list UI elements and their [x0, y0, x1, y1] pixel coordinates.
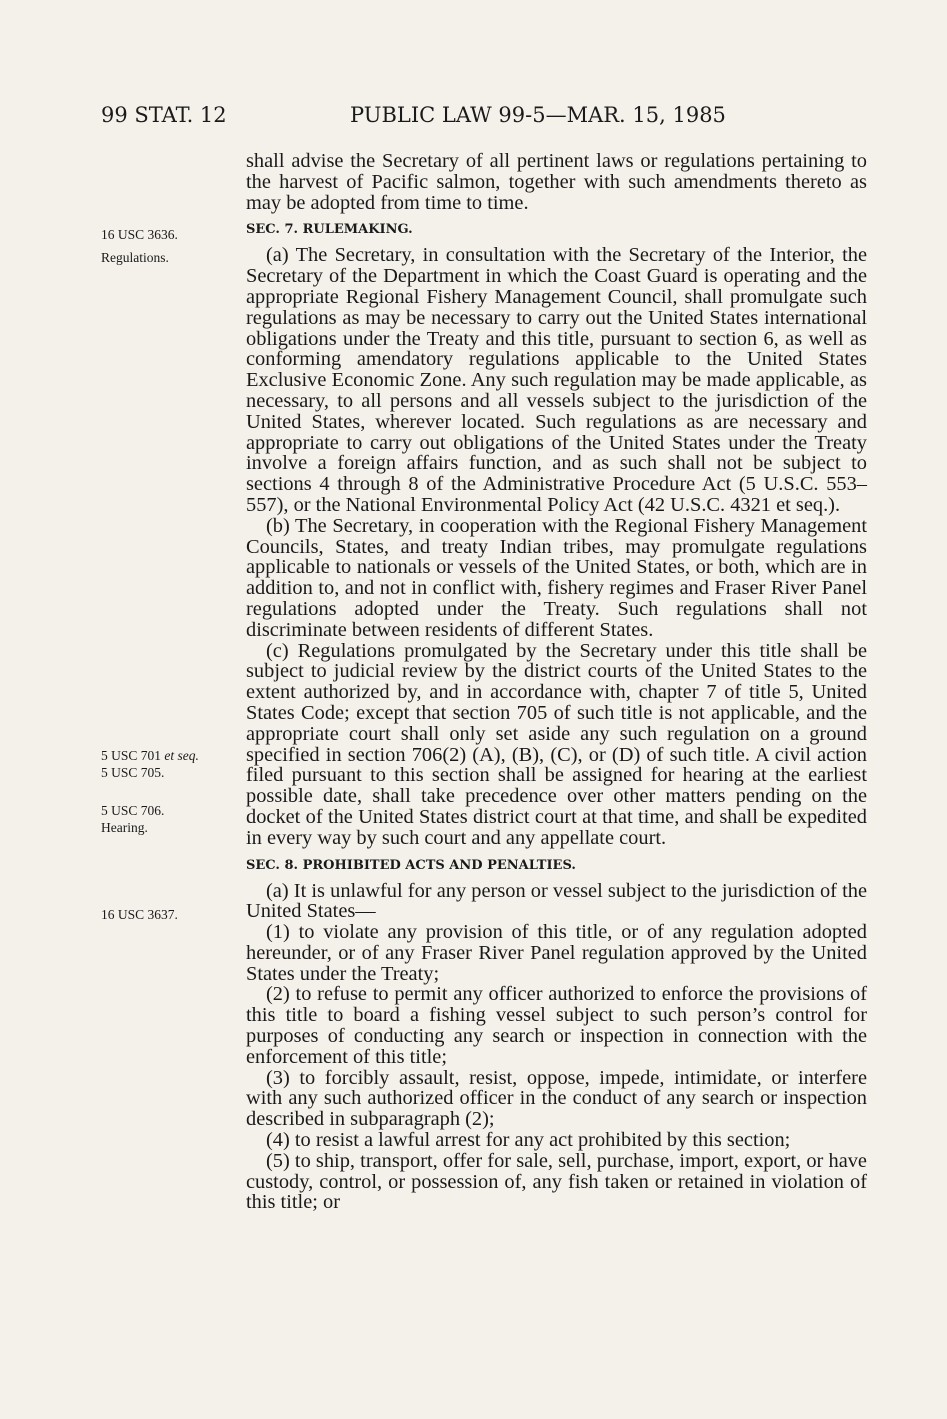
paragraph-7c: (c) Regulations promulgated by the Secretary under this title shall be subject to judicial review by the district courts of the United States to the extent authorized by, and in accordance with, chapter 7 of title 5, United States Code; except that section 705 of such title is not applicable, and the appropriate court shall only set aside any such regulation on a ground specified in section 706(2) (A), (B), (C), or (D) of such title. A civil action filed pursuant to this section shall be assigned for hearing at the earliest possible date, shall take precedence over other matters pending on the docket of the United States district court at that time, and shall be expedited in every way by such court and any appellate court. [246, 639, 867, 849]
paragraph-intro: shall advise the Secretary of all pertinent laws or regulations pertaining to the harvest of Pacific salmon, together with such amendments thereto as may be adopted from time to time. [246, 150, 867, 214]
margin-note-5usc701-ref: 5 USC 701 [101, 748, 165, 763]
section-7-heading: SEC. 7. RULEMAKING. [246, 222, 413, 238]
paragraph-7b: (b) The Secretary, in cooperation with the Regional Fishery Management Councils, States, and treaty Indian tribes, may promulgate regulations applicable to nationals or vessels of the United States, or both, which are in addition to, and not in conflict with, fishery regimes and Fraser River Panel regulations adopted under the Treaty. Such regulations shall not discriminate between residents of different States. [246, 514, 867, 641]
margin-note-regulations: Regulations. [101, 250, 169, 265]
page-number-header: 99 STAT. 12 [101, 103, 227, 127]
paragraph-7a: (a) The Secretary, in consultation with the Secretary of the Interior, the Secretary of the Department in which the Coast Guard is operating and the appropriate Regional Fishery Management Council, shall promulgate such regulations as may be necessary to carry out the United States international obligations under the Treaty and this title, pursuant to section 6, as well as conforming amendatory regulations applicable to the United States Exclusive Economic Zone. Any such regulation may be made applicable, as necessary, to all persons and all vessels subject to the jurisdiction of the United States, wherever located. Such regulations as are necessary and appropriate to carry out obligations of the United States under the Treaty involve a foreign affairs function, and as such shall not be subject to sections 4 through 8 of the Administrative Procedure Act (5 U.S.C. 553–557), or the National Environmental Policy Act (42 U.S.C. 4321 et seq.). [246, 244, 867, 516]
margin-note-et-seq: et seq. [164, 748, 199, 763]
margin-note-16usc3636: 16 USC 3636. [101, 227, 178, 242]
section-8-heading: SEC. 8. PROHIBITED ACTS AND PENALTIES. [246, 857, 576, 873]
list-item-8a1: (1) to violate any provision of this title, or of any regulation adopted hereunder, or of any Fraser River Panel regulation approved by the United States under the Treaty; [246, 921, 867, 985]
running-header-title: PUBLIC LAW 99-5—MAR. 15, 1985 [350, 103, 726, 127]
margin-note-5usc705: 5 USC 705. [101, 765, 165, 780]
margin-note-16usc3637: 16 USC 3637. [101, 907, 178, 922]
list-item-8a3: (3) to forcibly assault, resist, oppose, impede, intimidate, or interfere with any such authorized officer in the conduct of any search or inspection described in subparagraph (2); [246, 1066, 867, 1131]
margin-note-5usc701 [101, 748, 199, 763]
margin-note-hearing: Hearing. [101, 820, 148, 835]
statute-body [246, 151, 867, 1213]
list-item-8a2: (2) to refuse to permit any officer authorized to enforce the provisions of this title to board a fishing vessel subject to such person’s control for purposes of conducting any search or inspection in connection with the enforcement of this title; [246, 983, 867, 1068]
margin-note-5usc706: 5 USC 706. [101, 803, 165, 818]
paragraph-8a: (a) It is unlawful for any person or vessel subject to the jurisdiction of the United States— [246, 879, 867, 923]
list-item-8a5: (5) to ship, transport, offer for sale, sell, purchase, import, export, or have custody, control, or possession of, any fish taken or retained in violation of this title; or [246, 1149, 867, 1214]
list-item-8a4: (4) to resist a lawful arrest for any act prohibited by this section; [266, 1129, 791, 1152]
